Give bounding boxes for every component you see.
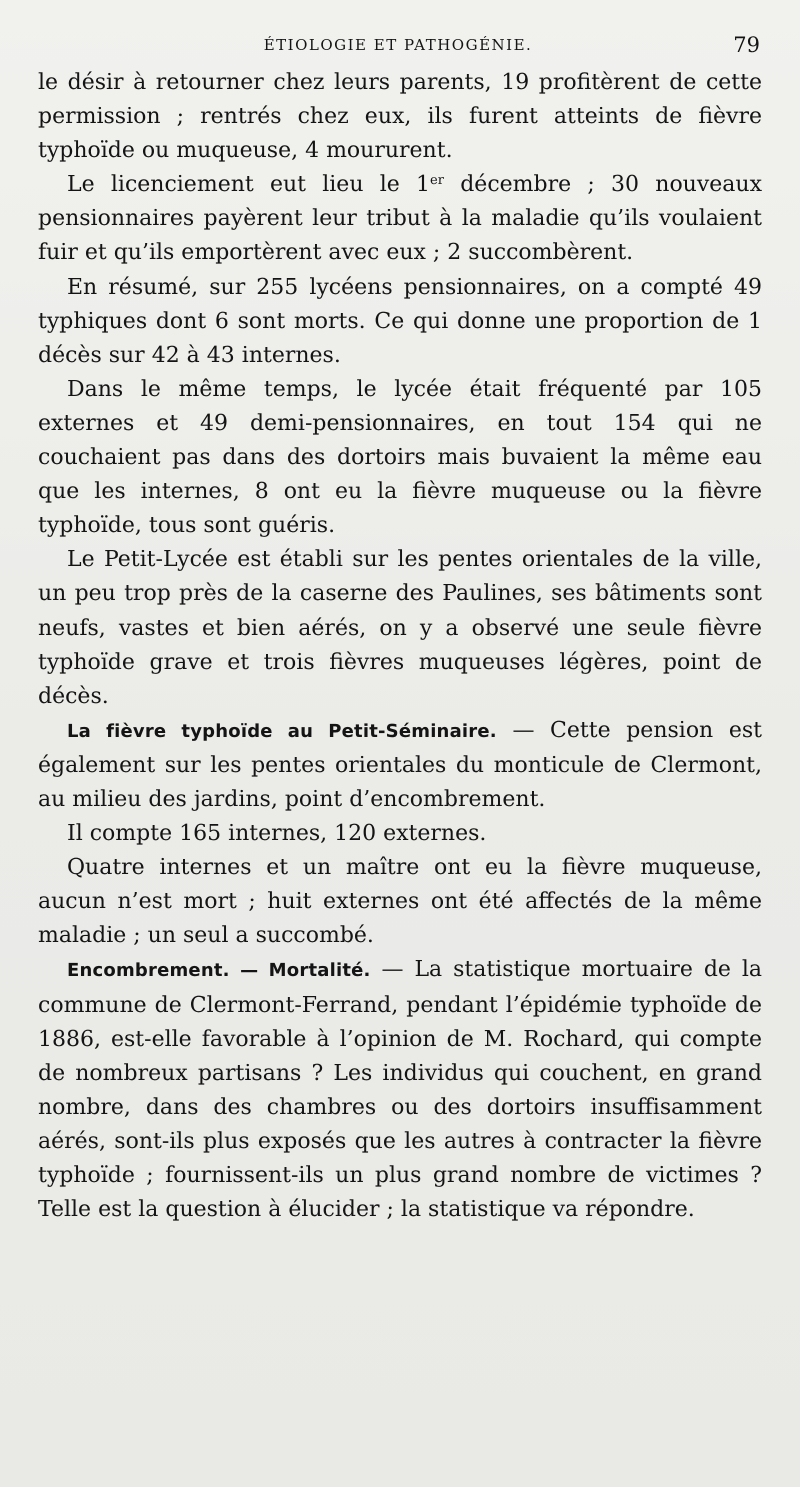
section-heading-encombrement-mortalite: Encombrement. — Mortalité. [67, 960, 371, 982]
running-head [36, 30, 760, 60]
paragraph-6-text: — Cette pension est également sur les pentes orientales du monticule de Clermont, au milieu des jardins, point d’encombrement. [38, 717, 762, 812]
paragraph-6 [38, 714, 762, 817]
running-title: ÉTIOLOGIE ET PATHOGÉNIE. [263, 36, 533, 54]
paragraph-4: Dans le même temps, le lycée était fréquenté par 105 externes et 49 demi-pensionnaires, en tout 154 qui ne couchaient pas dans des dortoirs mais buvaient la même eau que les internes, 8 ont eu la fièvre muqueuse ou la fièvre typhoïde, tous sont guéris. [38, 376, 762, 539]
paragraph-1: le désir à retourner chez leurs parents, 19 profitèrent de cette permission ; rentrés chez eux, ils furent atteints de fièvre typhoïde ou muqueuse, 4 moururent. [38, 70, 762, 164]
paragraph-3: En résumé, sur 255 lycéens pensionnaires, on a compté 49 typhiques dont 6 sont morts. Ce qui donne une proportion de 1 décès sur 42 à 43 internes. [38, 274, 762, 368]
paragraph-8: Quatre internes et un maître ont eu la fièvre muqueuse, aucun n’est mort ; huit externes ont été affectés de la même maladie ; un seul a succombé. [38, 855, 762, 949]
section-heading-petit-seminaire: La fièvre typhoïde au Petit-Séminaire. [67, 720, 497, 742]
body-text [38, 66, 762, 1227]
page-number: 79 [733, 33, 760, 57]
paragraph-5: Le Petit-Lycée est établi sur les pentes orientales de la ville, un peu trop près de la caserne des Paulines, ses bâtiments sont neufs, vastes et bien aérés, on y a observé une seule fièvre typhoïde grave et trois fièvres muqueuses légères, point de décès. [38, 547, 762, 709]
paragraph-9-text: — La statistique mortuaire de la commune de Clermont-Ferrand, pendant l’épidémie typhoïde de 1886, est-elle favorable à l’opinion de M. Rochard, qui compte de nombreux partisans ? Les individus qui couchent, en grand nombre, dans des chambres ou des dortoirs insuffisamment aérés, sont-ils plus exposés que les autres à contracter la fièvre typhoïde ; fournissent-ils un plus grand nombre de victimes ? Telle est la question à élucider ; la statistique va répondre. [38, 957, 762, 1223]
paragraph-9 [38, 953, 762, 1227]
paragraph-7: Il compte 165 internes, 120 externes. [67, 821, 487, 847]
paragraph-2-start: Le licenciement eut lieu le 1 [67, 172, 431, 198]
paragraph-2-rest: décembre ; 30 nouveaux pensionnaires payèrent leur tribut à la maladie qu’ils voulaient fuir et qu’ils emportèrent avec eux ; 2 succombèrent. [38, 172, 762, 266]
paragraph-2 [38, 168, 762, 270]
ordinal-superscript: er [430, 173, 444, 189]
